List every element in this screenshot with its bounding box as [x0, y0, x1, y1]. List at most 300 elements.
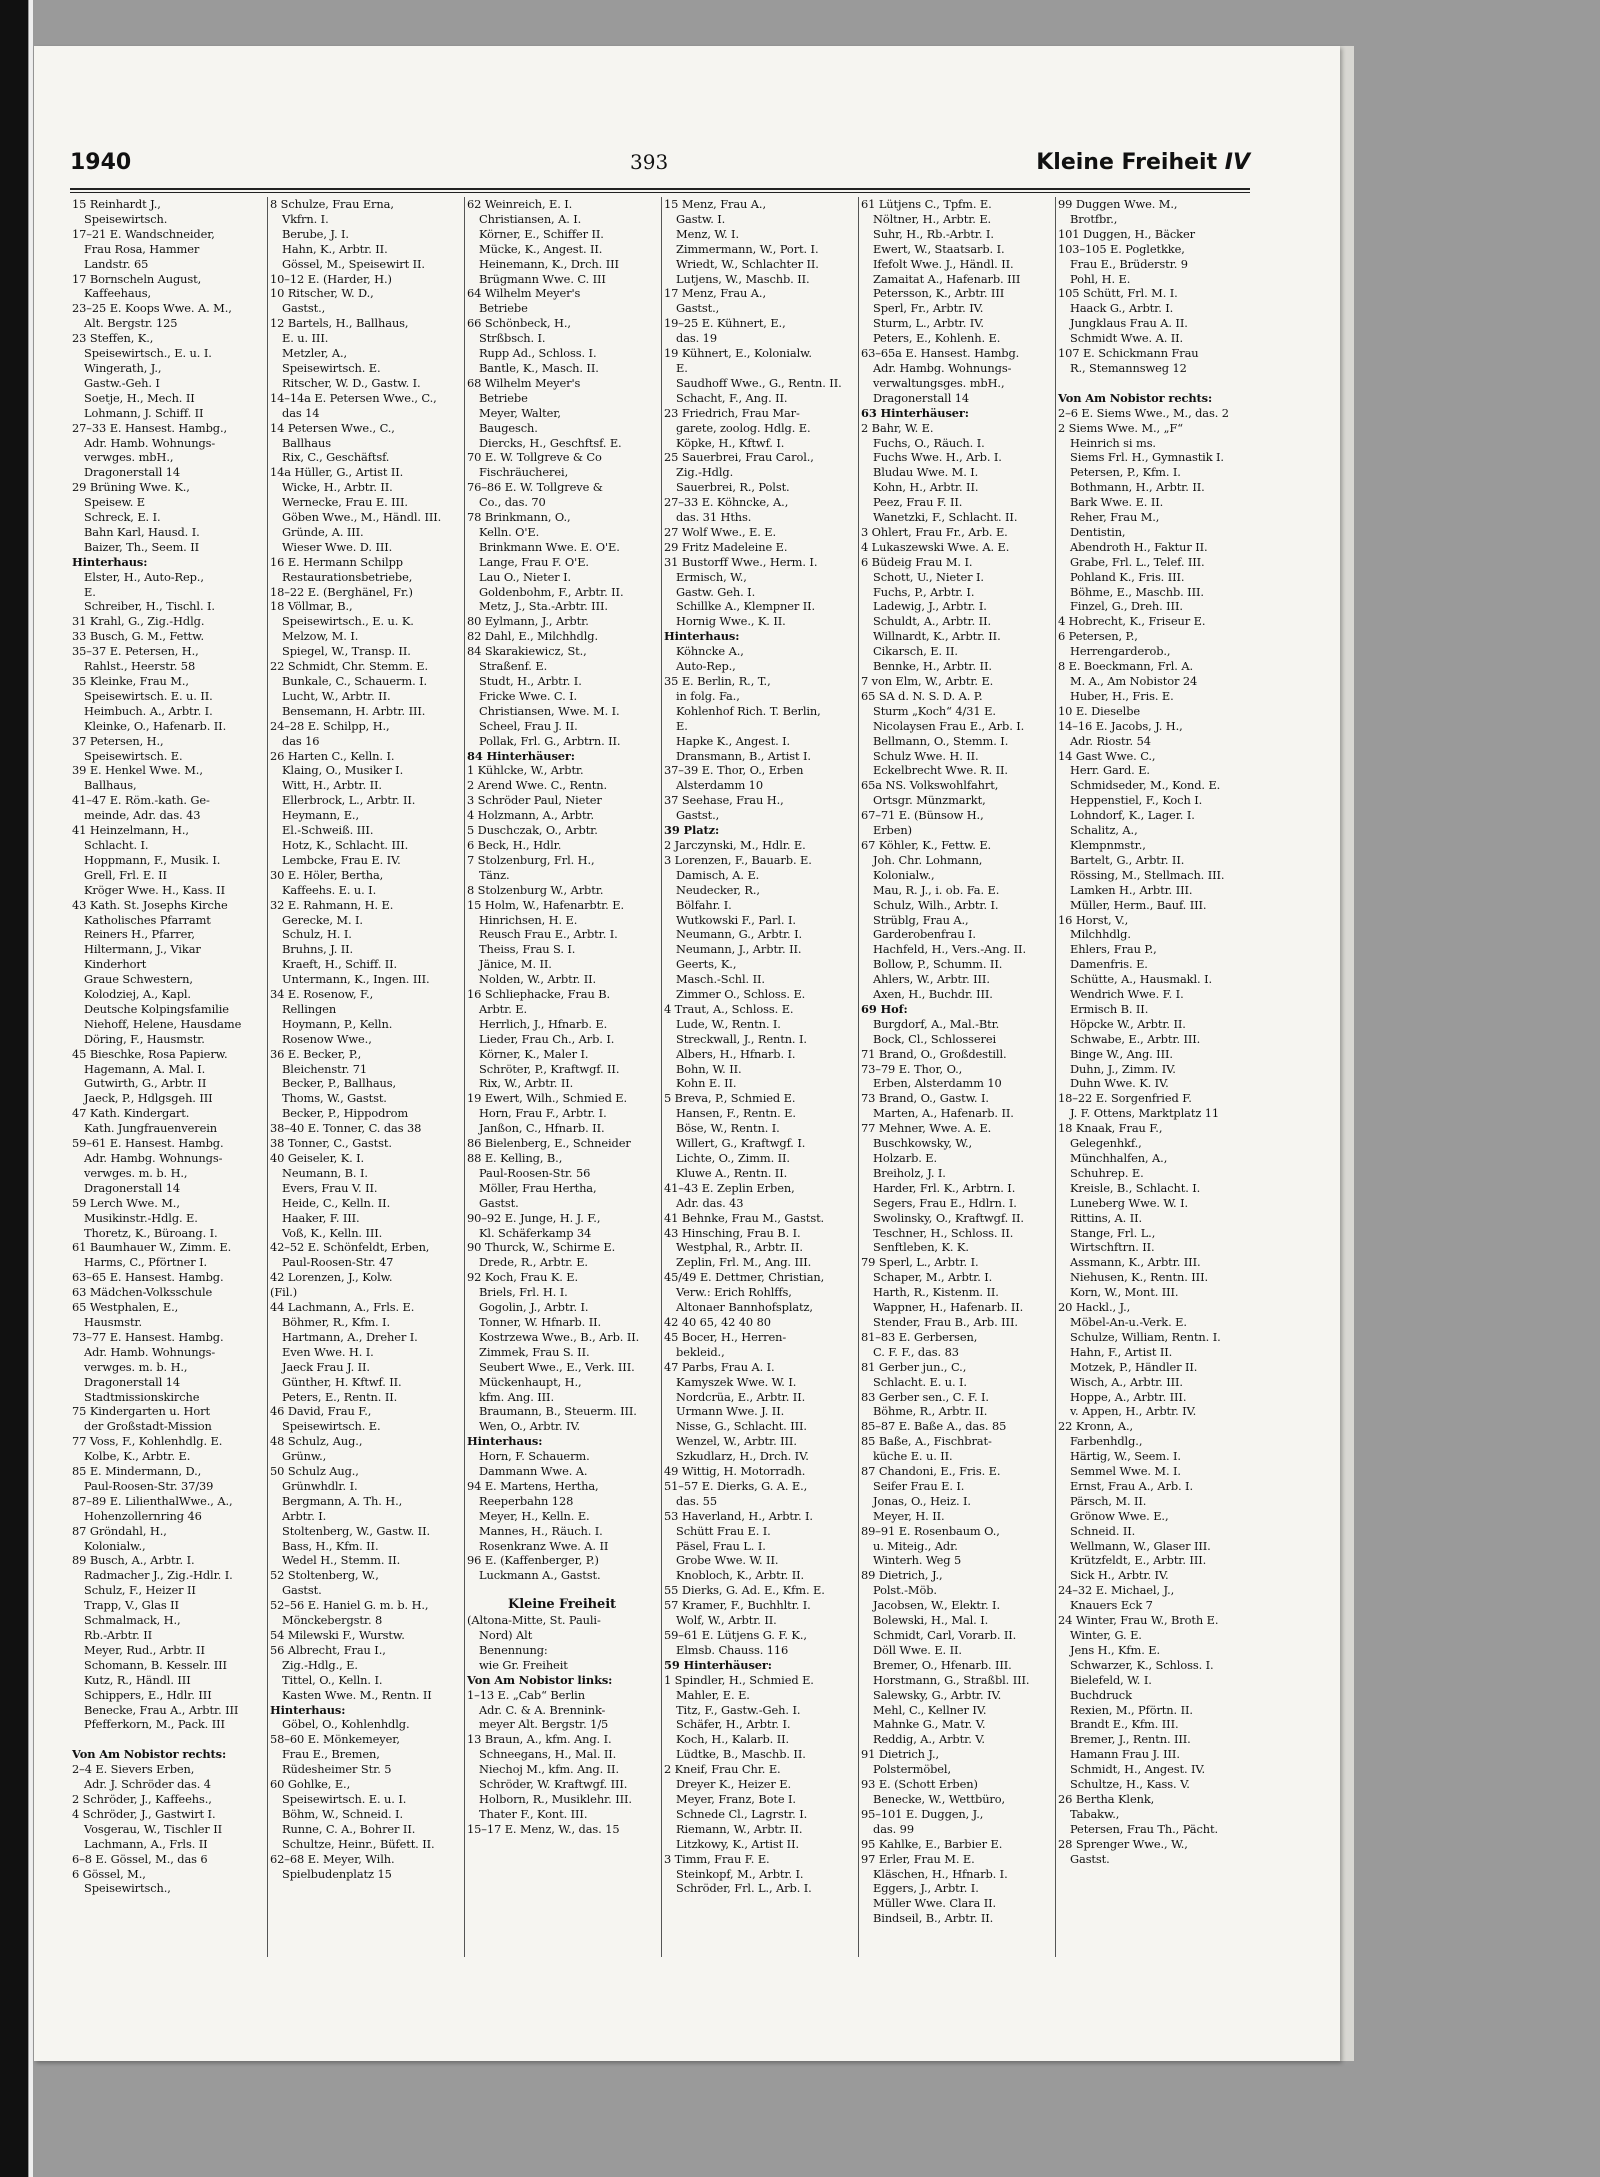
- directory-entry: 15 Reinhardt J.,: [72, 197, 161, 211]
- directory-entry: Willert, G., Kraftwgf. I.: [676, 1136, 806, 1151]
- directory-entry: Schütt Frau E. I.: [676, 1523, 771, 1538]
- directory-entry: 19 Kühnert, E., Kolonialw.: [664, 346, 812, 361]
- directory-entry: Fricke Wwe. C. I.: [479, 688, 578, 703]
- directory-entry: Rössing, M., Stellmach. III.: [1070, 867, 1225, 882]
- directory-entry: Koch, H., Kalarb. II.: [676, 1732, 790, 1747]
- directory-entry: Hinterhaus:: [664, 629, 740, 644]
- directory-entry: Braumann, B., Steuerm. III.: [479, 1404, 637, 1419]
- directory-entry: Zamaitat A., Hafenarb. III: [873, 271, 1021, 286]
- column-4: [661, 197, 854, 1957]
- directory-entry: 14–16 E. Jacobs, J. H.,: [1058, 718, 1183, 733]
- directory-entry: Niechoj M., kfm. Ang. II.: [479, 1762, 619, 1777]
- directory-entry: 77 Voss, F., Kohlenhdlg. E.: [72, 1434, 223, 1449]
- directory-entry: Riemann, W., Arbtr. II.: [676, 1821, 803, 1836]
- spine-edge: [29, 0, 33, 2177]
- directory-entry: Duhn, J., Zimm. IV.: [1070, 1061, 1176, 1076]
- directory-entry: 3 Lorenzen, F., Bauarb. E.: [664, 852, 812, 867]
- directory-entry: 15–17 E. Menz, W., das. 15: [467, 1821, 620, 1836]
- directory-entry: Horn, Frau F., Arbtr. I.: [479, 1106, 607, 1121]
- directory-entry: 82 Dahl, E., Milchhdlg.: [467, 629, 598, 644]
- directory-entry: Joh. Chr. Lohmann,: [873, 852, 983, 867]
- directory-entry: Hahn, F., Artist II.: [1070, 1344, 1173, 1359]
- directory-entry: 58–60 E. Mönkemeyer,: [270, 1732, 400, 1747]
- directory-entry: Mannes, H., Räuch. I.: [479, 1523, 603, 1538]
- directory-entry: Hartmann, A., Dreher I.: [282, 1329, 418, 1344]
- directory-entry: R., Stemannsweg 12: [1070, 360, 1187, 375]
- directory-entry: 36 E. Becker, P.,: [270, 1046, 362, 1061]
- directory-entry: Grönow Wwe. E.,: [1070, 1508, 1169, 1523]
- directory-entry: 52 Stoltenberg, W.,: [270, 1568, 379, 1583]
- directory-entry: 49 Wittig, H. Motorradh.: [664, 1464, 806, 1479]
- directory-entry: Dammann Wwe. A.: [479, 1464, 588, 1479]
- directory-entry: Holborn, R., Musiklehr. III.: [479, 1791, 632, 1806]
- directory-entry: Finzel, G., Dreh. III.: [1070, 599, 1183, 614]
- directory-entry: Böse, W., Rentn. I.: [676, 1121, 780, 1136]
- directory-entry: Restaurationsbetriebe,: [282, 569, 413, 584]
- directory-entry: Runne, C. A., Bohrer II.: [282, 1821, 416, 1836]
- directory-entry: Schlacht. I.: [84, 837, 149, 852]
- directory-entry: Kaffeehaus,: [84, 286, 152, 301]
- directory-entry: 1 Kühlcke, W., Arbtr.: [467, 763, 584, 778]
- directory-entry: 2–6 E. Siems Wwe., M., das. 2: [1058, 405, 1229, 420]
- directory-entry: E.: [84, 584, 96, 599]
- directory-entry: Päsel, Frau L. I.: [676, 1538, 766, 1553]
- directory-entry: Wicke, H., Arbtr. II.: [282, 480, 393, 495]
- directory-entry: 24–32 E. Michael, J.,: [1058, 1583, 1175, 1598]
- directory-entry: Mückenhaupt, H.,: [479, 1374, 582, 1389]
- directory-entry: Graue Schwestern,: [84, 972, 193, 987]
- directory-entry: 33 Busch, G. M., Fettw.: [72, 629, 204, 644]
- directory-entry: 48 Schulz, Aug.,: [270, 1434, 363, 1449]
- directory-entry: Bartelt, G., Arbtr. II.: [1070, 852, 1185, 867]
- directory-entry: Hotz, K., Schlacht. III.: [282, 837, 409, 852]
- directory-entry: Schultze, Heinr., Büfett. II.: [282, 1836, 435, 1851]
- directory-entry: Becker, P., Ballhaus,: [282, 1076, 397, 1091]
- directory-entry: Bleichenstr. 71: [282, 1061, 368, 1076]
- directory-entry: Zig.-Hdlg.: [676, 465, 734, 480]
- directory-entry: Speisewirtsch., E. u. I.: [84, 346, 212, 361]
- directory-entry: Wriedt, W., Schlachter II.: [676, 256, 819, 271]
- directory-entry: das 14: [282, 405, 320, 420]
- directory-entry: Pohland K., Fris. III.: [1070, 569, 1185, 584]
- directory-entry: 61 Lütjens C., Tpfm. E.: [861, 197, 992, 211]
- directory-entry: Schuhrep. E.: [1070, 1165, 1144, 1180]
- directory-entry: 6 Gössel, M.,: [72, 1866, 146, 1881]
- directory-entry: Schnede Cl., Lagrstr. I.: [676, 1806, 808, 1821]
- directory-entry: Klempnmstr.,: [1070, 837, 1146, 852]
- directory-entry: Dragonerstall 14: [873, 390, 970, 405]
- directory-entry: 8 Schulze, Frau Erna,: [270, 197, 394, 211]
- directory-entry: 64 Wilhelm Meyer's: [467, 286, 581, 301]
- directory-entry: Semmel Wwe. M. I.: [1070, 1464, 1181, 1479]
- directory-entry: Ewert, W., Staatsarb. I.: [873, 241, 1005, 256]
- directory-entry: Paul-Roosen-Str. 37/39: [84, 1478, 214, 1493]
- directory-entry: Senftleben, K. K.: [873, 1240, 969, 1255]
- directory-entry: Haaker, F. III.: [282, 1210, 360, 1225]
- directory-entry: Körner, E., Schiffer II.: [479, 226, 604, 241]
- directory-entry: 31 Krahl, G., Zig.-Hdlg.: [72, 614, 205, 629]
- directory-entry: Baizer, Th., Seem. II: [84, 539, 200, 554]
- directory-entry: Berube, J. I.: [282, 226, 349, 241]
- directory-entry: Brotfbr.,: [1070, 211, 1118, 226]
- directory-entry: Untermann, K., Ingen. III.: [282, 972, 430, 987]
- directory-entry: 18 Knaak, Frau F.,: [1058, 1121, 1163, 1136]
- directory-entry: Kohn E. II.: [676, 1076, 737, 1091]
- directory-entry: 54 Milewski F., Wurstw.: [270, 1628, 405, 1642]
- directory-entry: Verw.: Erich Rohlffs,: [676, 1285, 792, 1300]
- column-6: [1055, 197, 1248, 1957]
- directory-entry: Strßbsch. I.: [479, 331, 546, 346]
- directory-entry: Heinemann, K., Drch. III: [479, 256, 619, 271]
- directory-entry: Betriebe: [479, 390, 528, 405]
- directory-entry: Marten, A., Hafenarb. II.: [873, 1106, 1014, 1121]
- directory-entry: Bollow, P., Schumm. II.: [873, 957, 1003, 972]
- directory-entry: Ermisch, W.,: [676, 569, 747, 584]
- directory-entry: Gastw.-Geh. I: [84, 375, 160, 390]
- directory-entry: Bahn Karl, Hausd. I.: [84, 524, 200, 539]
- directory-entry: 20 Hackl., J.,: [1058, 1300, 1131, 1315]
- directory-entry: Rittins, A. II.: [1070, 1210, 1143, 1225]
- directory-entry: Adr. J. Schröder das. 4: [84, 1777, 211, 1792]
- column-3: [464, 197, 657, 1957]
- directory-entry: Gogolin, J., Arbtr. I.: [479, 1300, 589, 1315]
- directory-entry: Nicolaysen Frau E., Arb. I.: [873, 718, 1025, 733]
- directory-entry: Knauers Eck 7: [1070, 1598, 1153, 1613]
- directory-entry: 3 Ohlert, Frau Fr., Arb. E.: [861, 524, 1008, 539]
- directory-entry: das. 19: [676, 331, 717, 346]
- directory-entry: Tonner, W. Hfnarb. II.: [479, 1314, 602, 1329]
- directory-entry: Kreisle, B., Schlacht. I.: [1070, 1180, 1201, 1195]
- directory-entry: Rupp Ad., Schloss. I.: [479, 346, 597, 361]
- directory-entry: u. Miteig., Adr.: [873, 1538, 958, 1553]
- directory-entry: 41 Heinzelmann, H.,: [72, 823, 189, 838]
- directory-entry: Kraeft, H., Schiff. II.: [282, 957, 398, 972]
- directory-entry: (Altona-Mitte, St. Pauli-: [467, 1613, 601, 1628]
- directory-entry: Wisch, A., Arbtr. III.: [1070, 1374, 1183, 1389]
- directory-entry: Dransmann, B., Artist I.: [676, 748, 811, 763]
- directory-entry: Altonaer Bannhofsplatz,: [676, 1300, 813, 1315]
- directory-entry: Speisew. E: [84, 495, 146, 510]
- directory-entry: Arbtr. E.: [479, 1001, 528, 1016]
- directory-entry: 28 Sprenger Wwe., W.,: [1058, 1836, 1188, 1851]
- directory-entry: Böhm, W., Schneid. I.: [282, 1806, 403, 1821]
- directory-entry: 19 Ewert, Wilh., Schmied E.: [467, 1091, 628, 1106]
- directory-entry: 73–77 E. Hansest. Hambg.: [72, 1329, 224, 1344]
- directory-entry: Kröger Wwe. H., Kass. II: [84, 882, 225, 897]
- directory-entry: 12 Bartels, H., Ballhaus,: [270, 316, 409, 331]
- directory-entry: Scheel, Frau J. II.: [479, 718, 578, 733]
- directory-entry: Kläschen, H., Hfnarb. I.: [873, 1866, 1008, 1881]
- directory-entry: Lude, W., Rentn. I.: [676, 1016, 781, 1031]
- directory-entry: Heppenstiel, F., Koch I.: [1070, 793, 1203, 808]
- directory-entry: Gastst.: [479, 1195, 519, 1210]
- directory-entry: Kostrzewa Wwe., B., Arb. II.: [479, 1329, 640, 1344]
- directory-entry: Titz, F., Gastw.-Geh. I.: [676, 1702, 801, 1717]
- directory-entry: 73–79 E. Thor, O.,: [861, 1061, 963, 1076]
- directory-entry: 2 Arend Wwe. C., Rentn.: [467, 778, 608, 793]
- directory-entry: Lange, Frau F. O'E.: [479, 554, 589, 569]
- directory-entry: 10 E. Dieselbe: [1058, 703, 1141, 718]
- directory-entry: Schacht, F., Ang. II.: [676, 390, 788, 405]
- directory-entry: Adr. Hambg. Wohnungs-: [84, 1151, 223, 1165]
- directory-entry: Geerts, K.,: [676, 957, 737, 972]
- directory-entry: Polstermöbel,: [873, 1762, 951, 1777]
- directory-entry: Stender, Frau B., Arb. III.: [873, 1314, 1018, 1329]
- directory-entry: 94 E. Martens, Hertha,: [467, 1478, 599, 1493]
- directory-entry: Studt, H., Arbtr. I.: [479, 674, 582, 688]
- directory-entry: Neumann, J., Arbtr. II.: [676, 942, 802, 957]
- directory-entry: Wellmann, W., Glaser III.: [1070, 1538, 1211, 1553]
- directory-entry: Klaing, O., Musiker I.: [282, 763, 404, 778]
- directory-entry: Lau O., Nieter I.: [479, 569, 571, 584]
- directory-entry: 77 Mehner, Wwe. A. E.: [861, 1121, 992, 1136]
- directory-entry: 43 Kath. St. Josephs Kirche: [72, 897, 228, 912]
- directory-entry: Mücke, K., Angest. II.: [479, 241, 603, 256]
- directory-entry: Siems Frl. H., Gymnastik I.: [1070, 450, 1224, 465]
- directory-entry: Albers, H., Hfnarb. I.: [676, 1046, 796, 1061]
- directory-entry: 71 Brand, O., Großdestill.: [861, 1046, 1007, 1061]
- directory-entry: Bolewski, H., Mal. I.: [873, 1613, 989, 1628]
- directory-entry: das 16: [282, 733, 320, 748]
- directory-entry: Zeplin, Frl. M., Ang. III.: [676, 1255, 812, 1270]
- directory-entry: 4 Holzmann, A., Arbtr.: [467, 808, 595, 823]
- directory-entry: Motzek, P., Händler II.: [1070, 1359, 1198, 1374]
- directory-entry: 6 Beck, H., Hdlr.: [467, 837, 562, 852]
- directory-entry: Reeperbahn 128: [479, 1493, 574, 1508]
- directory-entry: Kolodziej, A., Kapl.: [84, 987, 191, 1002]
- directory-entry: Lieder, Frau Ch., Arb. I.: [479, 1031, 615, 1046]
- header-year: 1940: [70, 150, 132, 175]
- directory-entry: Melzow, M. I.: [282, 629, 359, 644]
- directory-entry: Bremer, J., Rentn. III.: [1070, 1732, 1191, 1747]
- directory-entry: Adr. C. & A. Brennink-: [479, 1702, 606, 1717]
- directory-entry: Bass, H., Kfm. II.: [282, 1538, 379, 1553]
- directory-entry: Hinterhaus:: [467, 1434, 543, 1449]
- directory-entry: 42 Lorenzen, J., Kolw.: [270, 1270, 393, 1285]
- directory-entry: Zimmer O., Schloss. E.: [676, 987, 806, 1002]
- directory-entry: Döll Wwe. E. II.: [873, 1642, 962, 1657]
- directory-entry: Horn, F. Schauerm.: [479, 1449, 590, 1464]
- directory-entry: 63–65 E. Hansest. Hambg.: [72, 1270, 224, 1285]
- directory-entry: Meyer, Franz, Bote I.: [676, 1791, 796, 1806]
- directory-entry: 79 Sperl, L., Arbtr. I.: [861, 1255, 979, 1270]
- directory-entry: Vosgerau, W., Tischler II: [84, 1821, 223, 1836]
- directory-entry: Thater F., Kont. III.: [479, 1806, 588, 1821]
- directory-entry: Schäfer, H., Arbtr. I.: [676, 1717, 791, 1732]
- directory-entry: 3 Timm, Frau F. E.: [664, 1851, 770, 1866]
- directory-entry: Schulz, Wilh., Arbtr. I.: [873, 897, 999, 912]
- directory-entry: Briels, Frl. H. I.: [479, 1285, 568, 1300]
- directory-entry: Hausmstr.: [84, 1314, 143, 1329]
- directory-entry: Zimmek, Frau S. II.: [479, 1344, 590, 1359]
- directory-entry: Peters, E., Rentn. II.: [282, 1389, 398, 1404]
- directory-entry: Katholisches Pfarramt: [84, 912, 211, 927]
- directory-entry: 27–33 E. Hansest. Hambg.,: [72, 420, 228, 435]
- directory-entry: 93 E. (Schott Erben): [861, 1777, 978, 1792]
- directory-entry: Theiss, Frau S. I.: [479, 942, 576, 957]
- directory-entry: 99 Duggen Wwe. M.,: [1058, 197, 1178, 211]
- directory-entry: 7 von Elm, W., Arbtr. E.: [861, 674, 994, 688]
- directory-entry: 17 Bornscheln August,: [72, 271, 202, 286]
- directory-entry: Petersson, K., Arbtr. III: [873, 286, 1005, 301]
- directory-entry: verwges. m. b. H.,: [84, 1165, 188, 1180]
- directory-entry: Kaffeehs. E. u. I.: [282, 882, 377, 897]
- directory-entry: küche E. u. II.: [873, 1449, 953, 1464]
- street-name: Kleine Freiheit: [1036, 150, 1218, 175]
- directory-entry: Benecke, Frau A., Arbtr. III: [84, 1702, 239, 1717]
- directory-entry: Meyer, H., Kelln. E.: [479, 1508, 590, 1523]
- directory-entry: Strüblg, Frau A.,: [873, 912, 969, 927]
- directory-entry: Assmann, K., Arbtr. III.: [1070, 1255, 1201, 1270]
- directory-entry: Christiansen, A. I.: [479, 211, 582, 226]
- directory-entry: Soetje, H., Mech. II: [84, 390, 195, 405]
- directory-entry: Gutwirth, G., Arbtr. II: [84, 1076, 207, 1091]
- directory-entry: Hachfeld, H., Vers.-Ang. II.: [873, 942, 1026, 957]
- directory-entry: Jacobsen, W., Elektr. I.: [873, 1598, 1000, 1613]
- directory-entry: Janßon, C., Hfnarb. II.: [479, 1121, 605, 1136]
- directory-entry: Hoppmann, F., Musik. I.: [84, 852, 221, 867]
- directory-entry: Voß, K., Kelln. III.: [282, 1225, 383, 1240]
- directory-entry: 68 Wilhelm Meyer's: [467, 375, 581, 390]
- directory-entry: 24–28 E. Schilpp, H.,: [270, 718, 390, 733]
- directory-entry: Adr. Hambg. Wohnungs-: [873, 360, 1012, 375]
- directory-entry: Petersen, P., Kfm. I.: [1070, 465, 1181, 480]
- directory-entry: Jonas, O., Heiz. I.: [873, 1493, 971, 1508]
- directory-entry: Peez, Frau F. II.: [873, 495, 963, 510]
- directory-entry: Sturm, L., Arbtr. IV.: [873, 316, 984, 331]
- directory-entry: Schulze, William, Rentn. I.: [1070, 1329, 1221, 1344]
- directory-entry: Niehusen, K., Rentn. III.: [1070, 1270, 1208, 1285]
- directory-entry: Wieser Wwe. D. III.: [282, 539, 393, 554]
- directory-entry: 95–101 E. Duggen, J.,: [861, 1806, 984, 1821]
- directory-entry: 78 Brinkmann, O.,: [467, 510, 571, 525]
- directory-entry: 13 Braun, A., kfm. Ang. I.: [467, 1732, 612, 1747]
- directory-entry: Steinkopf, M., Arbtr. I.: [676, 1866, 804, 1881]
- directory-entry: Kohn, H., Arbtr. II.: [873, 480, 979, 495]
- directory-entry: Jens H., Kfm. E.: [1070, 1642, 1161, 1657]
- directory-entry: 52–56 E. Haniel G. m. b. H.,: [270, 1598, 429, 1613]
- directory-entry: Heinrich si ms.: [1070, 435, 1156, 450]
- directory-entry: Köhncke A.,: [676, 644, 744, 659]
- directory-entry: Jaeck Frau J. II.: [282, 1359, 370, 1374]
- directory-entry: Hornig Wwe., K. II.: [676, 614, 786, 629]
- directory-entry: garete, zoolog. Hdlg. E.: [676, 420, 811, 435]
- directory-entry: 38–40 E. Tonner, C. das 38: [270, 1121, 422, 1136]
- directory-entry: Seifer Frau E. I.: [873, 1478, 965, 1493]
- directory-entry: 66 Schönbeck, H.,: [467, 316, 571, 331]
- directory-entry: meinde, Adr. das. 43: [84, 808, 201, 823]
- directory-entry: das. 31 Hths.: [676, 510, 752, 525]
- directory-entry: 22 Kronn, A.,: [1058, 1419, 1134, 1434]
- directory-entry: Kelln. O'E.: [479, 524, 540, 539]
- directory-entry: Gastst.: [282, 1583, 322, 1598]
- directory-entry: Jaeck, P., Hdlgsgeh. III: [84, 1091, 213, 1106]
- directory-entry: Co., das. 70: [479, 495, 546, 510]
- directory-entry: Hinrichsen, H. E.: [479, 912, 578, 927]
- directory-entry: 89 Busch, A., Arbtr. I.: [72, 1553, 195, 1568]
- directory-entry: 87 Chandoni, E., Fris. E.: [861, 1464, 1001, 1479]
- directory-entry: Brügmann Wwe. C. III: [479, 271, 606, 286]
- directory-entry: Knobloch, K., Arbtr. II.: [676, 1568, 805, 1583]
- directory-entry: 18 Völlmar, B.,: [270, 599, 353, 614]
- directory-entry: 90–92 E. Junge, H. J. F.,: [467, 1210, 601, 1225]
- directory-entry: 47 Parbs, Frau A. I.: [664, 1359, 775, 1374]
- directory-entry: 10–12 E. (Harder, H.): [270, 271, 392, 286]
- directory-entry: Fuchs Wwe. H., Arb. I.: [873, 450, 1002, 465]
- directory-entry: Paul-Roosen-Str. 47: [282, 1255, 394, 1270]
- directory-entry: Bohn, W. II.: [676, 1061, 742, 1076]
- directory-entry: 31 Bustorff Wwe., Herm. I.: [664, 554, 818, 569]
- directory-entry: 85 E. Mindermann, D.,: [72, 1464, 202, 1479]
- directory-entry: 19–25 E. Kühnert, E.,: [664, 316, 786, 331]
- directory-entry: Dragonerstall 14: [84, 1374, 181, 1389]
- directory-entry: Landstr. 65: [84, 256, 149, 271]
- directory-entry: Metzler, A.,: [282, 346, 348, 361]
- directory-entry: Diercks, H., Geschftsf. E.: [479, 435, 622, 450]
- directory-entry: 26 Harten C., Kelln. I.: [270, 748, 395, 763]
- directory-entry: Gastw. I.: [676, 211, 726, 226]
- directory-entry: Böhmer, R., Kfm. I.: [282, 1314, 390, 1329]
- directory-entry: Schmidseder, M., Kond. E.: [1070, 778, 1221, 793]
- directory-entry: 61 Baumhauer W., Zimm. E.: [72, 1240, 232, 1255]
- directory-entry: Paul-Roosen-Str. 56: [479, 1165, 591, 1180]
- directory-entry: Willnardt, K., Arbtr. II.: [873, 629, 1001, 644]
- directory-entry: Kl. Schäferkamp 34: [479, 1225, 592, 1240]
- directory-entry: Ifefolt Wwe. J., Händl. II.: [873, 256, 1014, 271]
- directory-entry: Streckwall, J., Rentn. I.: [676, 1031, 807, 1046]
- directory-entry: Rb.-Arbtr. II: [84, 1628, 153, 1642]
- directory-entry: Mehl, C., Kellner IV.: [873, 1702, 987, 1717]
- page-number: 393: [630, 150, 669, 174]
- directory-entry: 89–91 E. Rosenbaum O.,: [861, 1523, 1000, 1538]
- directory-entry: Schütte, A., Hausmakl. I.: [1070, 972, 1212, 987]
- directory-entry: meyer Alt. Bergstr. 1/5: [479, 1717, 609, 1732]
- directory-entry: Nord) Alt: [479, 1628, 533, 1642]
- directory-entry: 73 Brand, O., Gastw. I.: [861, 1091, 989, 1106]
- directory-entry: Hiltermann, J., Vikar: [84, 942, 201, 957]
- directory-entry: Gerecke, M. I.: [282, 912, 363, 927]
- directory-entry: Müller Wwe. Clara II.: [873, 1896, 997, 1911]
- directory-entry: Saudhoff Wwe., G., Rentn. II.: [676, 375, 842, 390]
- directory-entry: [1056, 376, 1248, 391]
- directory-entry: Heymann, E.,: [282, 808, 359, 823]
- directory-entry: Benecke, W., Wettbüro,: [873, 1791, 1006, 1806]
- directory-entry: Niehoff, Helene, Hausdame: [84, 1016, 242, 1031]
- directory-entry: 76–86 E. W. Tollgreve &: [467, 480, 603, 495]
- directory-entry: in folg. Fa.,: [676, 688, 740, 703]
- directory-entry: 23–25 E. Koops Wwe. A. M.,: [72, 301, 232, 316]
- directory-entry: Wendrich Wwe. F. I.: [1070, 987, 1184, 1002]
- directory-entry: 34 E. Rosenow, F.,: [270, 987, 374, 1002]
- directory-entry: Mahnke G., Matr. V.: [873, 1717, 986, 1732]
- directory-entry: 7 Stolzenburg, Frl. H.,: [467, 852, 595, 867]
- directory-entry: Ballhaus,: [84, 778, 137, 793]
- directory-entry: Pohl, H. E.: [1070, 271, 1131, 286]
- directory-entry: Gastst.,: [676, 301, 720, 316]
- directory-entry: Speisewirtsch. E.: [84, 748, 183, 763]
- directory-entry: 47 Kath. Kindergart.: [72, 1106, 190, 1121]
- directory-entry: Schulz, H. I.: [282, 927, 352, 942]
- directory-entry: 59 Hinterhäuser:: [664, 1657, 772, 1672]
- directory-entry: 35–37 E. Petersen, H.,: [72, 644, 199, 659]
- directory-entry: 14 Petersen Wwe., C.,: [270, 420, 395, 435]
- directory-entry: Körner, K., Maler I.: [479, 1046, 589, 1061]
- directory-entry: 62 Weinreich, E. I.: [467, 197, 573, 211]
- directory-entry: Lutjens, W., Maschb. II.: [676, 271, 810, 286]
- directory-entry: Frau E., Bremen,: [282, 1747, 380, 1762]
- directory-entry: 26 Bertha Klenk,: [1058, 1791, 1155, 1806]
- directory-entry: Schreiber, H., Tischl. I.: [84, 599, 215, 614]
